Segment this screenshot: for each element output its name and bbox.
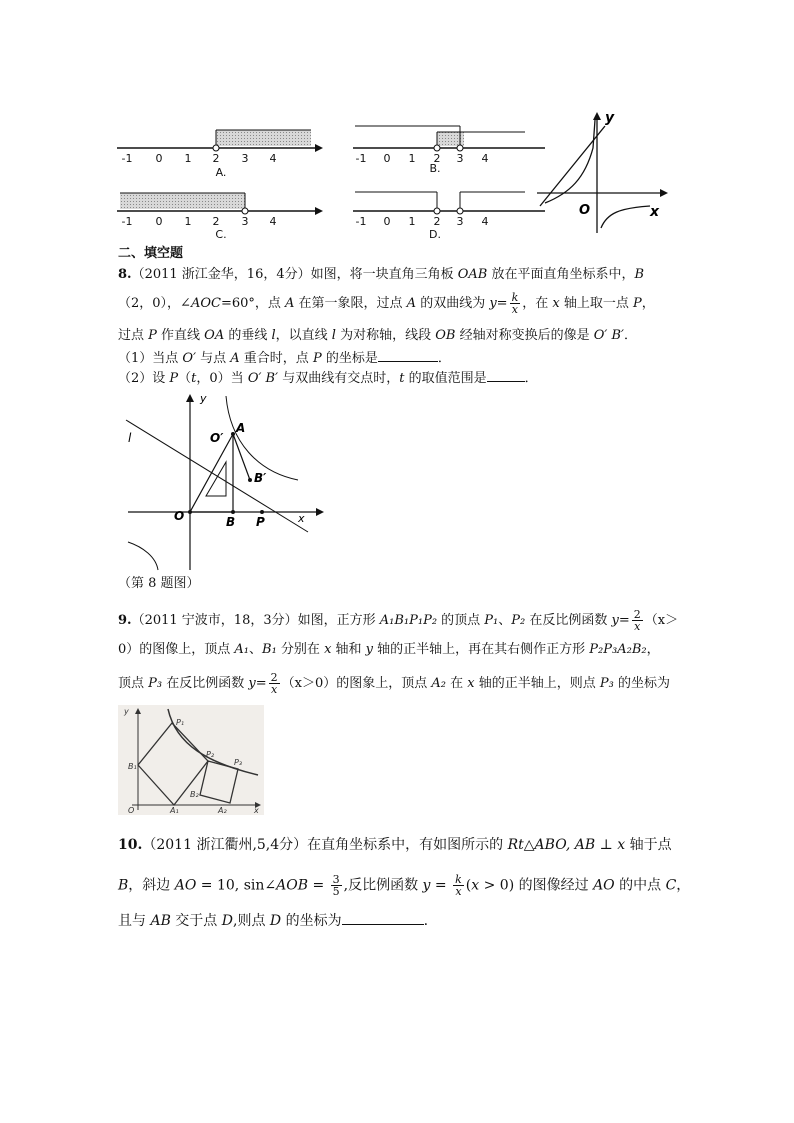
- option-d-label: D.: [429, 228, 441, 238]
- tick-c-m1: -1: [121, 215, 133, 228]
- tick-b-4: 4: [481, 152, 489, 165]
- hyp-origin-label: O: [579, 203, 591, 218]
- q9-P1-label: P₁: [176, 718, 185, 727]
- tick-c-1: 1: [184, 215, 192, 228]
- q8-sub1: （1）当点 O′ 与点 A 重合时，点 P 的坐标是 ．: [118, 351, 451, 366]
- q9-line3: 顶点 P₃ 在反比例函数 y= $\frac{2}{x}$ （x＞0）的图象上，顶点 A₂ 在 x 轴的正半轴上，则点 P₃ 的坐标为: [118, 671, 670, 696]
- q9-line1: 9.（2011 宁波市，18，3分）如图，正方形 A₁B₁P₁P₂ 的顶点 P₁、P₂ 在反比例函数 y= $\frac{2}{x}$ （x＞: [118, 608, 679, 633]
- tick-a-2: 2: [212, 152, 220, 165]
- tick-d-3: 3: [456, 215, 464, 228]
- q9-A1-label: A₁: [170, 806, 179, 815]
- q8-B-label: B: [226, 515, 236, 529]
- q8-caption: （第 8 题图）: [118, 576, 200, 591]
- q8-l-label: l: [128, 431, 132, 445]
- q10-fraction-k: $\frac{k}{x}$: [455, 873, 462, 898]
- tick-a-1: 1: [184, 152, 192, 165]
- q8-x-label: x: [298, 512, 305, 525]
- q9-fraction-2: $\frac{2}{x}$: [270, 671, 278, 696]
- q10-answer-blank[interactable]: [342, 924, 424, 925]
- q10-fraction-sin: $\frac{3}{5}$: [332, 873, 340, 898]
- tick-b-m1: -1: [355, 152, 367, 165]
- q8-number: 8.: [118, 267, 132, 282]
- q8-answer-blank-1[interactable]: [378, 361, 438, 362]
- q9-B1-label: B₁: [128, 762, 137, 771]
- q9-O-label: O: [128, 806, 135, 815]
- hyp-x-label: x: [650, 204, 660, 220]
- q8-O-label: O: [174, 509, 185, 523]
- q8-line1: 8.（2011 浙江金华，16，4分）如图，将一块直角三角板 OAB 放在平面直角坐标系中，B: [118, 267, 645, 282]
- number-line-options: [115, 108, 545, 238]
- tick-d-0: 0: [383, 215, 391, 228]
- q8-line2: （2，0），∠AOC=60°，点 A 在第一象限，过点 A 的双曲线为 y= $\frac{k}{x}$ ，在 x 轴上取一点 P，: [118, 291, 655, 316]
- q9-A2-label: A₂: [218, 806, 227, 815]
- tick-d-m1: -1: [355, 215, 367, 228]
- tick-b-2: 2: [433, 152, 441, 165]
- q8-Bprime-label: B′: [254, 471, 267, 485]
- option-b-label: B.: [429, 162, 441, 175]
- q8-A-label: A: [236, 421, 246, 435]
- q8-answer-blank-2[interactable]: [487, 381, 525, 382]
- option-c-label: C.: [215, 228, 227, 238]
- option-a-label: A.: [215, 166, 227, 179]
- q10-line3: 且与 AB 交于点 D,则点 D 的坐标为 .: [118, 913, 429, 929]
- option-b-number-line: [353, 126, 545, 175]
- tick-d-1: 1: [408, 215, 416, 228]
- q9-P2-label: P₂: [206, 750, 215, 759]
- q9-fraction-1: $\frac{2}{x}$: [633, 608, 641, 633]
- q9-figure: [118, 705, 264, 815]
- tick-d-4: 4: [481, 215, 489, 228]
- option-a-number-line: [117, 130, 323, 179]
- tick-b-1: 1: [408, 152, 416, 165]
- tick-c-0: 0: [155, 215, 163, 228]
- tick-a-0: 0: [155, 152, 163, 165]
- hyperbola-line-figure: [535, 108, 670, 238]
- q9-x-label: x: [254, 806, 259, 815]
- q9-P3-label: P₃: [234, 758, 243, 767]
- q8-line3: 过点 P 作直线 OA 的垂线 l，以直线 l 为对称轴，线段 OB 经轴对称变换后的像是 O′ B′．: [118, 328, 637, 343]
- tick-b-3: 3: [456, 152, 464, 165]
- q10-line2: B，斜边 AO = 10, sin∠AOB = $\frac{3}{5}$ ,反比例函数 y = $\frac{k}{x}$ (x > 0) 的图像经过 AO 的中点 C，: [118, 873, 691, 898]
- q8-fraction: $\frac{k}{x}$: [511, 291, 519, 316]
- tick-a-3: 3: [241, 152, 249, 165]
- tick-c-3: 3: [241, 215, 249, 228]
- section-title: 二、填空题: [118, 246, 184, 261]
- q8-sub2: （2）设 P（t，0）当 O′ B′ 与双曲线有交点时，t 的取值范围是 ．: [118, 371, 538, 386]
- tick-c-2: 2: [212, 215, 220, 228]
- tick-a-m1: -1: [121, 152, 133, 165]
- q10-number: 10.: [118, 837, 143, 853]
- q9-line2: 0）的图像上，顶点 A₁、B₁ 分别在 x 轴和 y 轴的正半轴上，再在其右侧作正方形 P₂P₃A₂B₂，: [118, 642, 660, 657]
- option-d-number-line: [353, 192, 545, 238]
- q8-Oprime-label: O′: [210, 431, 224, 445]
- q9-B2-label: B₂: [190, 790, 199, 799]
- q8-P-label: P: [256, 515, 265, 529]
- q8-y-label: y: [200, 392, 207, 405]
- q8-figure: [118, 392, 328, 572]
- q10-line1: 10.（2011 浙江衢州,5,4分）在直角坐标系中，有如图所示的 Rt△ABO, AB ⊥ x 轴于点: [118, 837, 672, 853]
- tick-b-0: 0: [383, 152, 391, 165]
- q9-number: 9.: [118, 613, 132, 628]
- tick-a-4: 4: [269, 152, 277, 165]
- tick-d-2: 2: [433, 215, 441, 228]
- tick-c-4: 4: [269, 215, 277, 228]
- q9-y-label: y: [124, 707, 129, 716]
- hyp-y-label: y: [605, 110, 615, 126]
- option-c-number-line: [117, 193, 323, 238]
